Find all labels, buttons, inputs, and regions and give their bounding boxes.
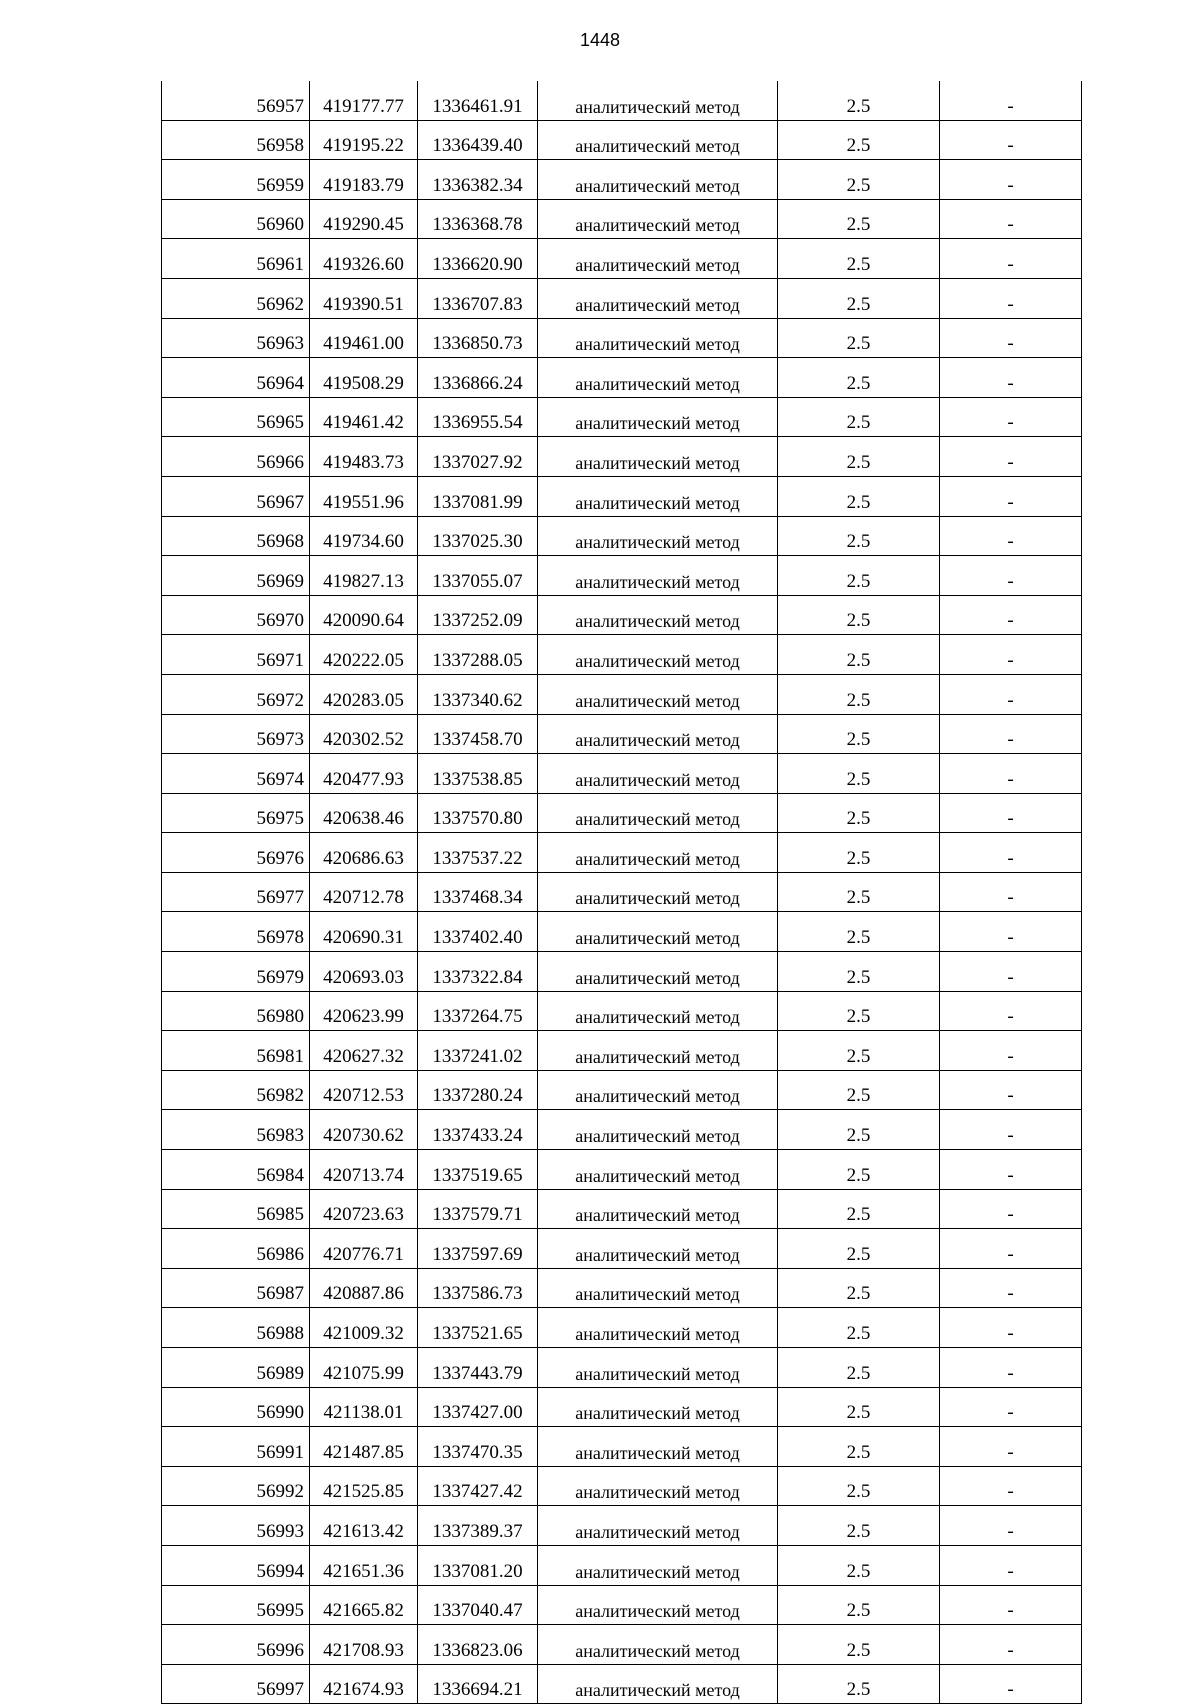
method-cell: аналитический метод [538,81,778,120]
point-number-cell: 56984 [162,1150,310,1190]
x-coordinate-cell: 420090.64 [310,595,418,635]
table-row [162,278,1082,318]
point-number-cell: 56991 [162,1427,310,1467]
y-coordinate-cell: 1337264.75 [418,991,538,1031]
accuracy-cell: 2.5 [778,1110,940,1150]
point-number-cell: 56957 [162,81,310,120]
page-number: 1448 [579,30,621,50]
table-row [162,872,1082,912]
method-cell: аналитический метод [538,1466,778,1506]
accuracy-cell: 2.5 [778,674,940,714]
accuracy-cell: 2.5 [778,1506,940,1546]
point-number-cell: 56983 [162,1110,310,1150]
note-cell: - [940,872,1082,912]
accuracy-cell: 2.5 [778,318,940,358]
point-number-cell: 56988 [162,1308,310,1348]
point-number-cell: 56994 [162,1545,310,1585]
table-row [162,397,1082,437]
note-cell: - [940,595,1082,635]
method-cell: аналитический метод [538,714,778,754]
accuracy-cell: 2.5 [778,1268,940,1308]
table-row [162,1348,1082,1388]
point-number-cell: 56976 [162,833,310,873]
y-coordinate-cell: 1337538.85 [418,754,538,794]
point-number-cell: 56985 [162,1189,310,1229]
y-coordinate-cell: 1337433.24 [418,1110,538,1150]
method-cell: аналитический метод [538,833,778,873]
y-coordinate-cell: 1337519.65 [418,1150,538,1190]
accuracy-cell: 2.5 [778,595,940,635]
x-coordinate-cell: 420690.31 [310,912,418,952]
point-number-cell: 56993 [162,1506,310,1546]
x-coordinate-cell: 421665.82 [310,1585,418,1625]
y-coordinate-cell: 1336382.34 [418,160,538,200]
method-cell: аналитический метод [538,556,778,596]
method-cell: аналитический метод [538,278,778,318]
method-cell: аналитический метод [538,318,778,358]
point-number-cell: 56964 [162,358,310,398]
x-coordinate-cell: 419195.22 [310,120,418,160]
method-cell: аналитический метод [538,1625,778,1665]
y-coordinate-cell: 1337389.37 [418,1506,538,1546]
y-coordinate-cell: 1336439.40 [418,120,538,160]
y-coordinate-cell: 1336694.21 [418,1664,538,1704]
y-coordinate-cell: 1336850.73 [418,318,538,358]
note-cell: - [940,674,1082,714]
note-cell: - [940,120,1082,160]
accuracy-cell: 2.5 [778,1664,940,1704]
y-coordinate-cell: 1337081.99 [418,476,538,516]
table-row [162,674,1082,714]
point-number-cell: 56958 [162,120,310,160]
note-cell: - [940,635,1082,675]
table-row [162,516,1082,556]
note-cell: - [940,239,1082,279]
accuracy-cell: 2.5 [778,714,940,754]
note-cell: - [940,1268,1082,1308]
method-cell: аналитический метод [538,952,778,992]
method-cell: аналитический метод [538,120,778,160]
note-cell: - [940,1664,1082,1704]
x-coordinate-cell: 419483.73 [310,437,418,477]
y-coordinate-cell: 1337040.47 [418,1585,538,1625]
table-row [162,1229,1082,1269]
note-cell: - [940,81,1082,120]
accuracy-cell: 2.5 [778,120,940,160]
table-row [162,1268,1082,1308]
y-coordinate-cell: 1337521.65 [418,1308,538,1348]
point-number-cell: 56959 [162,160,310,200]
note-cell: - [940,1427,1082,1467]
y-coordinate-cell: 1337402.40 [418,912,538,952]
x-coordinate-cell: 421674.93 [310,1664,418,1704]
note-cell: - [940,1308,1082,1348]
method-cell: аналитический метод [538,358,778,398]
note-cell: - [940,1387,1082,1427]
y-coordinate-cell: 1337586.73 [418,1268,538,1308]
accuracy-cell: 2.5 [778,952,940,992]
x-coordinate-cell: 421487.85 [310,1427,418,1467]
method-cell: аналитический метод [538,1427,778,1467]
method-cell: аналитический метод [538,1387,778,1427]
accuracy-cell: 2.5 [778,1466,940,1506]
y-coordinate-cell: 1336866.24 [418,358,538,398]
x-coordinate-cell: 419326.60 [310,239,418,279]
note-cell: - [940,278,1082,318]
accuracy-cell: 2.5 [778,199,940,239]
accuracy-cell: 2.5 [778,1348,940,1388]
y-coordinate-cell: 1336461.91 [418,81,538,120]
point-number-cell: 56969 [162,556,310,596]
method-cell: аналитический метод [538,912,778,952]
point-number-cell: 56961 [162,239,310,279]
x-coordinate-cell: 421138.01 [310,1387,418,1427]
x-coordinate-cell: 420222.05 [310,635,418,675]
table-row [162,714,1082,754]
accuracy-cell: 2.5 [778,1585,940,1625]
accuracy-cell: 2.5 [778,1229,940,1269]
x-coordinate-cell: 419461.00 [310,318,418,358]
x-coordinate-cell: 420712.53 [310,1070,418,1110]
table-row [162,1387,1082,1427]
accuracy-cell: 2.5 [778,793,940,833]
note-cell: - [940,437,1082,477]
x-coordinate-cell: 419183.79 [310,160,418,200]
point-number-cell: 56960 [162,199,310,239]
method-cell: аналитический метод [538,674,778,714]
table-row [162,437,1082,477]
accuracy-cell: 2.5 [778,754,940,794]
accuracy-cell: 2.5 [778,1189,940,1229]
accuracy-cell: 2.5 [778,437,940,477]
point-number-cell: 56995 [162,1585,310,1625]
x-coordinate-cell: 421525.85 [310,1466,418,1506]
note-cell: - [940,714,1082,754]
method-cell: аналитический метод [538,1348,778,1388]
point-number-cell: 56977 [162,872,310,912]
point-number-cell: 56979 [162,952,310,992]
x-coordinate-cell: 421009.32 [310,1308,418,1348]
point-number-cell: 56980 [162,991,310,1031]
note-cell: - [940,1189,1082,1229]
note-cell: - [940,833,1082,873]
point-number-cell: 56989 [162,1348,310,1388]
y-coordinate-cell: 1337443.79 [418,1348,538,1388]
coordinates-table-body [162,81,1082,1704]
note-cell: - [940,1466,1082,1506]
note-cell: - [940,1625,1082,1665]
table-row [162,833,1082,873]
x-coordinate-cell: 420887.86 [310,1268,418,1308]
method-cell: аналитический метод [538,199,778,239]
y-coordinate-cell: 1337468.34 [418,872,538,912]
y-coordinate-cell: 1337470.35 [418,1427,538,1467]
method-cell: аналитический метод [538,1664,778,1704]
x-coordinate-cell: 420686.63 [310,833,418,873]
table-row [162,476,1082,516]
y-coordinate-cell: 1337027.92 [418,437,538,477]
table-row [162,754,1082,794]
x-coordinate-cell: 419461.42 [310,397,418,437]
method-cell: аналитический метод [538,397,778,437]
table-row [162,81,1082,120]
table-row [162,1585,1082,1625]
method-cell: аналитический метод [538,1506,778,1546]
method-cell: аналитический метод [538,1070,778,1110]
accuracy-cell: 2.5 [778,516,940,556]
table-row [162,635,1082,675]
x-coordinate-cell: 420283.05 [310,674,418,714]
y-coordinate-cell: 1337252.09 [418,595,538,635]
point-number-cell: 56992 [162,1466,310,1506]
method-cell: аналитический метод [538,991,778,1031]
y-coordinate-cell: 1336707.83 [418,278,538,318]
table-row [162,556,1082,596]
x-coordinate-cell: 420477.93 [310,754,418,794]
method-cell: аналитический метод [538,516,778,556]
y-coordinate-cell: 1336955.54 [418,397,538,437]
table-row [162,1308,1082,1348]
method-cell: аналитический метод [538,754,778,794]
accuracy-cell: 2.5 [778,239,940,279]
accuracy-cell: 2.5 [778,1545,940,1585]
method-cell: аналитический метод [538,1189,778,1229]
method-cell: аналитический метод [538,1110,778,1150]
y-coordinate-cell: 1337458.70 [418,714,538,754]
x-coordinate-cell: 419508.29 [310,358,418,398]
note-cell: - [940,160,1082,200]
y-coordinate-cell: 1337427.42 [418,1466,538,1506]
accuracy-cell: 2.5 [778,635,940,675]
method-cell: аналитический метод [538,1308,778,1348]
note-cell: - [940,1545,1082,1585]
point-number-cell: 56971 [162,635,310,675]
point-number-cell: 56970 [162,595,310,635]
table-row [162,595,1082,635]
method-cell: аналитический метод [538,160,778,200]
accuracy-cell: 2.5 [778,833,940,873]
x-coordinate-cell: 419290.45 [310,199,418,239]
table-row [162,239,1082,279]
table-row [162,358,1082,398]
note-cell: - [940,476,1082,516]
note-cell: - [940,1110,1082,1150]
note-cell: - [940,199,1082,239]
point-number-cell: 56975 [162,793,310,833]
method-cell: аналитический метод [538,1268,778,1308]
table-row [162,160,1082,200]
x-coordinate-cell: 420693.03 [310,952,418,992]
note-cell: - [940,516,1082,556]
note-cell: - [940,397,1082,437]
method-cell: аналитический метод [538,595,778,635]
accuracy-cell: 2.5 [778,358,940,398]
y-coordinate-cell: 1337081.20 [418,1545,538,1585]
table-row [162,1427,1082,1467]
note-cell: - [940,1348,1082,1388]
note-cell: - [940,952,1082,992]
table-row [162,793,1082,833]
point-number-cell: 56973 [162,714,310,754]
table-row [162,1466,1082,1506]
table-row [162,1664,1082,1704]
x-coordinate-cell: 420776.71 [310,1229,418,1269]
accuracy-cell: 2.5 [778,1625,940,1665]
point-number-cell: 56972 [162,674,310,714]
note-cell: - [940,991,1082,1031]
method-cell: аналитический метод [538,635,778,675]
point-number-cell: 56966 [162,437,310,477]
method-cell: аналитический метод [538,793,778,833]
accuracy-cell: 2.5 [778,1427,940,1467]
table-row [162,952,1082,992]
accuracy-cell: 2.5 [778,556,940,596]
x-coordinate-cell: 421613.42 [310,1506,418,1546]
method-cell: аналитический метод [538,476,778,516]
accuracy-cell: 2.5 [778,278,940,318]
y-coordinate-cell: 1337340.62 [418,674,538,714]
y-coordinate-cell: 1337570.80 [418,793,538,833]
table-row [162,199,1082,239]
point-number-cell: 56996 [162,1625,310,1665]
table-row [162,1150,1082,1190]
point-number-cell: 56968 [162,516,310,556]
accuracy-cell: 2.5 [778,872,940,912]
y-coordinate-cell: 1337241.02 [418,1031,538,1071]
accuracy-cell: 2.5 [778,912,940,952]
table-row [162,912,1082,952]
point-number-cell: 56997 [162,1664,310,1704]
coordinates-table [161,81,1082,1704]
x-coordinate-cell: 420623.99 [310,991,418,1031]
note-cell: - [940,1150,1082,1190]
x-coordinate-cell: 420302.52 [310,714,418,754]
note-cell: - [940,318,1082,358]
note-cell: - [940,358,1082,398]
accuracy-cell: 2.5 [778,991,940,1031]
note-cell: - [940,1070,1082,1110]
point-number-cell: 56982 [162,1070,310,1110]
table-row [162,1545,1082,1585]
accuracy-cell: 2.5 [778,476,940,516]
point-number-cell: 56986 [162,1229,310,1269]
table-row [162,1070,1082,1110]
table-row [162,1506,1082,1546]
y-coordinate-cell: 1337597.69 [418,1229,538,1269]
table-row [162,1110,1082,1150]
accuracy-cell: 2.5 [778,160,940,200]
accuracy-cell: 2.5 [778,1070,940,1110]
y-coordinate-cell: 1337579.71 [418,1189,538,1229]
x-coordinate-cell: 421708.93 [310,1625,418,1665]
point-number-cell: 56965 [162,397,310,437]
y-coordinate-cell: 1336368.78 [418,199,538,239]
table-row [162,1189,1082,1229]
y-coordinate-cell: 1337025.30 [418,516,538,556]
note-cell: - [940,754,1082,794]
y-coordinate-cell: 1337280.24 [418,1070,538,1110]
point-number-cell: 56978 [162,912,310,952]
x-coordinate-cell: 419551.96 [310,476,418,516]
method-cell: аналитический метод [538,1585,778,1625]
note-cell: - [940,1031,1082,1071]
point-number-cell: 56987 [162,1268,310,1308]
accuracy-cell: 2.5 [778,1308,940,1348]
point-number-cell: 56967 [162,476,310,516]
note-cell: - [940,1506,1082,1546]
accuracy-cell: 2.5 [778,81,940,120]
x-coordinate-cell: 419177.77 [310,81,418,120]
point-number-cell: 56963 [162,318,310,358]
y-coordinate-cell: 1337288.05 [418,635,538,675]
x-coordinate-cell: 420713.74 [310,1150,418,1190]
y-coordinate-cell: 1337055.07 [418,556,538,596]
table-row [162,1625,1082,1665]
method-cell: аналитический метод [538,239,778,279]
x-coordinate-cell: 420627.32 [310,1031,418,1071]
method-cell: аналитический метод [538,1229,778,1269]
accuracy-cell: 2.5 [778,397,940,437]
point-number-cell: 56990 [162,1387,310,1427]
x-coordinate-cell: 420712.78 [310,872,418,912]
note-cell: - [940,793,1082,833]
table-row [162,991,1082,1031]
note-cell: - [940,1229,1082,1269]
table-row [162,1031,1082,1071]
x-coordinate-cell: 419827.13 [310,556,418,596]
y-coordinate-cell: 1336823.06 [418,1625,538,1665]
x-coordinate-cell: 420723.63 [310,1189,418,1229]
x-coordinate-cell: 419390.51 [310,278,418,318]
table-row [162,120,1082,160]
method-cell: аналитический метод [538,1545,778,1585]
accuracy-cell: 2.5 [778,1387,940,1427]
point-number-cell: 56974 [162,754,310,794]
point-number-cell: 56981 [162,1031,310,1071]
y-coordinate-cell: 1336620.90 [418,239,538,279]
x-coordinate-cell: 421075.99 [310,1348,418,1388]
table-row [162,318,1082,358]
method-cell: аналитический метод [538,437,778,477]
y-coordinate-cell: 1337322.84 [418,952,538,992]
method-cell: аналитический метод [538,872,778,912]
accuracy-cell: 2.5 [778,1031,940,1071]
method-cell: аналитический метод [538,1031,778,1071]
x-coordinate-cell: 419734.60 [310,516,418,556]
x-coordinate-cell: 421651.36 [310,1545,418,1585]
method-cell: аналитический метод [538,1150,778,1190]
note-cell: - [940,912,1082,952]
y-coordinate-cell: 1337537.22 [418,833,538,873]
x-coordinate-cell: 420638.46 [310,793,418,833]
accuracy-cell: 2.5 [778,1150,940,1190]
point-number-cell: 56962 [162,278,310,318]
y-coordinate-cell: 1337427.00 [418,1387,538,1427]
x-coordinate-cell: 420730.62 [310,1110,418,1150]
note-cell: - [940,556,1082,596]
note-cell: - [940,1585,1082,1625]
